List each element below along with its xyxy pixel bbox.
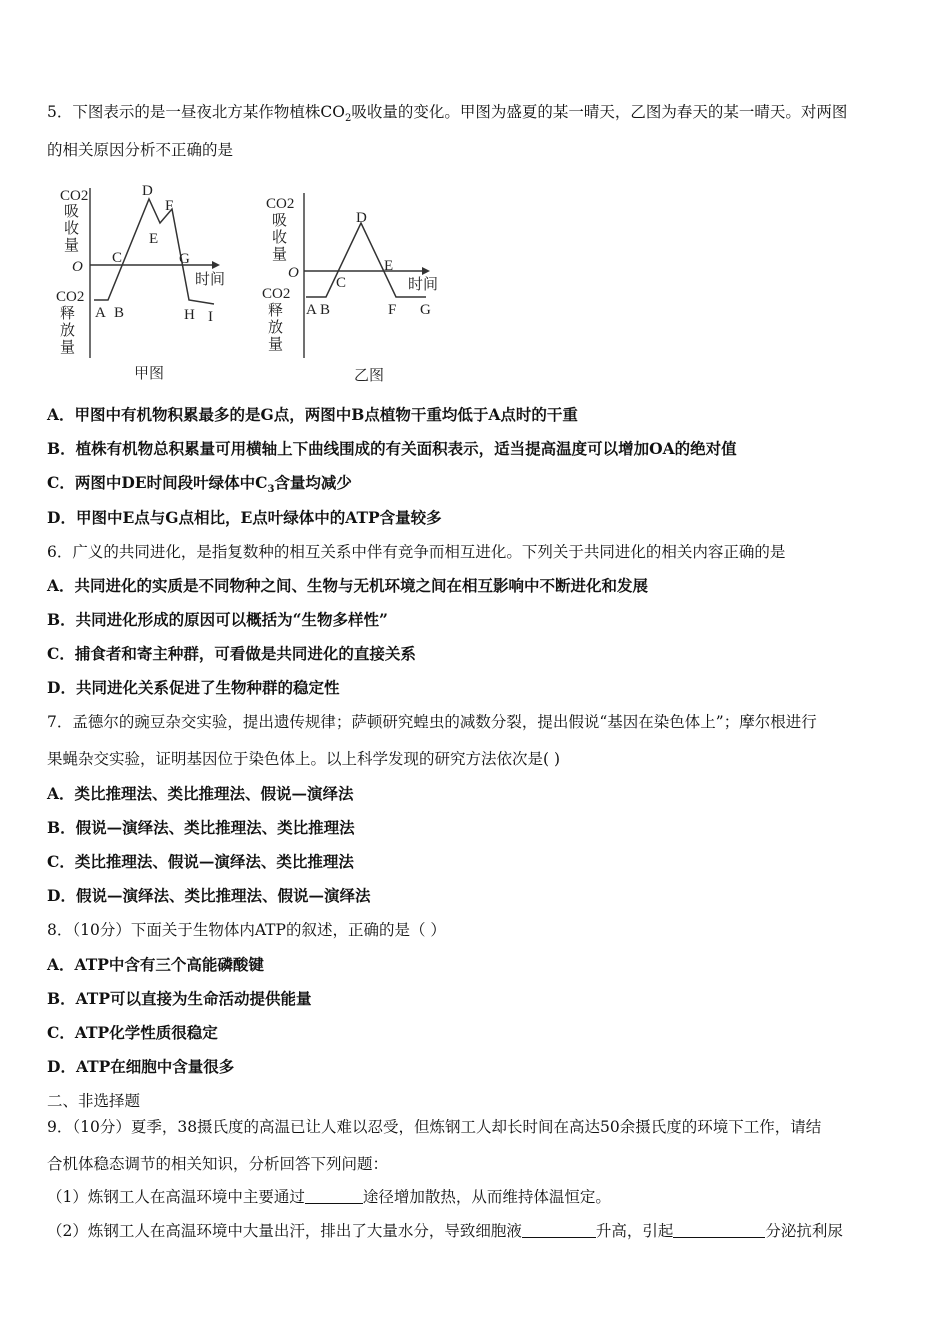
- q5-option-c: [47, 472, 910, 501]
- q6-option-b: B．共同进化形成的原因可以概括为“生物多样性”: [47, 610, 388, 629]
- jia-point-I: I: [208, 309, 213, 325]
- q9-sub1-blank[interactable]: [305, 1187, 363, 1204]
- q7-option-d: D．假说—演绎法、类比推理法、假说—演绎法: [47, 886, 371, 905]
- yi-ylabel-bottom-1: 释: [268, 303, 284, 319]
- q7-stem-line2: 果蝇杂交实验，证明基因位于染色体上。以上科学发现的研究方法依次是( ): [47, 750, 561, 768]
- yi-x-arrow: [422, 267, 430, 275]
- q9-sub2-blank-2[interactable]: [673, 1221, 765, 1238]
- yi-point-C: C: [336, 275, 347, 291]
- yi-ylabel-top-2: 收: [272, 230, 288, 246]
- jia-ylabel-top-1: 吸: [64, 204, 80, 220]
- yi-point-B: B: [320, 302, 331, 318]
- yi-point-F: F: [388, 302, 397, 318]
- q8-stem: 8．（10分）下面关于生物体内ATP的叙述，正确的是（ ）: [47, 921, 446, 939]
- q9-sub1-part-a: （1）炼钢工人在高温环境中主要通过: [47, 1188, 305, 1206]
- q5-option-d: D．甲图中E点与G点相比，E点叶绿体中的ATP含量较多: [47, 508, 442, 527]
- yi-ylabel-bottom-2: 放: [268, 320, 284, 336]
- yi-ylabel-bottom-3: 量: [268, 337, 284, 353]
- q9-stem-line1: 9．（10分）夏季，38摄氏度的高温已让人难以忍受，但炼钢工人却长时间在高达50余摄氏度的环境下工作，请结: [47, 1118, 822, 1136]
- q6-stem: 6．广义的共同进化，是指复数种的相互关系中伴有竞争而相互进化。下列关于共同进化的相关内容正确的是: [47, 543, 786, 561]
- jia-ylabel-bottom-0: CO2: [56, 289, 85, 305]
- yi-point-E: E: [384, 258, 394, 274]
- q5-option-c-part-a: C．两图中DE时间段叶绿体中C: [47, 473, 268, 492]
- yi-point-A: A: [306, 302, 317, 318]
- q9-sub2-blank-1[interactable]: [522, 1221, 596, 1238]
- jia-point-E: E: [149, 231, 159, 247]
- q7-option-b: B．假说—演绎法、类比推理法、类比推理法: [47, 818, 355, 837]
- jia-ylabel-bottom-1: 释: [60, 306, 76, 322]
- yi-xlabel: 时间: [408, 277, 439, 293]
- yi-caption: 乙图: [354, 368, 385, 384]
- q5-stem-subscript: 2: [344, 113, 352, 125]
- jia-ylabel-top-3: 量: [64, 238, 80, 254]
- figure-yi: [258, 178, 453, 388]
- q8-option-a: A．ATP中含有三个高能磷酸键: [47, 955, 264, 974]
- figure-jia: [52, 178, 237, 388]
- q8-option-c: C．ATP化学性质很稳定: [47, 1023, 218, 1042]
- q9-sub2-part-b: 升高，引起: [595, 1222, 674, 1240]
- yi-ylabel-top-1: 吸: [272, 213, 288, 229]
- q7-stem-line1: 7．孟德尔的豌豆杂交实验，提出遗传规律；萨顿研究蝗虫的减数分裂，提出假说“基因在染色体上”；摩尔根进行: [47, 713, 817, 731]
- q5-option-b: B．植株有机物总积累量可用横轴上下曲线围成的有关面积表示，适当提高温度可以增加OA的绝对值: [47, 439, 737, 458]
- q8-option-b: B．ATP可以直接为生命活动提供能量: [47, 989, 312, 1008]
- jia-point-F: F: [165, 198, 174, 214]
- q6-option-a: A．共同进化的实质是不同物种之间、生物与无机环境之间在相互影响中不断进化和发展: [47, 576, 649, 595]
- section-heading-nonchoice: 二、非选择题: [47, 1092, 141, 1110]
- q9-sub1: [47, 1186, 910, 1208]
- yi-origin-label: O: [288, 265, 299, 281]
- jia-point-A: A: [95, 305, 106, 321]
- jia-caption: 甲图: [134, 366, 165, 382]
- q9-sub2-part-a: （2）炼钢工人在高温环境中大量出汗，排出了大量水分，导致细胞液: [47, 1222, 522, 1240]
- q5-option-c-subscript: 3: [267, 484, 275, 496]
- jia-ylabel-top-2: 收: [64, 221, 80, 237]
- q5-stem-line1: [47, 101, 910, 130]
- jia-origin-label: O: [72, 259, 83, 275]
- q7-option-a: A．类比推理法、类比推理法、假说—演绎法: [47, 784, 354, 803]
- jia-ylabel-bottom-3: 量: [60, 340, 76, 356]
- q9-stem-line2: 合机体稳态调节的相关知识，分析回答下列问题：: [47, 1155, 389, 1173]
- q9-sub1-part-b: 途径增加散热，从而维持体温恒定。: [362, 1188, 611, 1206]
- q6-option-c: C．捕食者和寄主种群，可看做是共同进化的直接关系: [47, 644, 416, 663]
- yi-point-D: D: [356, 210, 367, 226]
- jia-point-C: C: [112, 250, 123, 266]
- jia-ylabel-bottom-2: 放: [60, 323, 76, 339]
- yi-ylabel-top-0: CO2: [266, 196, 295, 212]
- q5-option-c-part-b: 含量均减少: [274, 473, 352, 492]
- q8-option-d: D．ATP在细胞中含量很多: [47, 1057, 235, 1076]
- yi-point-G: G: [420, 302, 431, 318]
- jia-ylabel-top-0: CO2: [60, 188, 89, 204]
- yi-ylabel-top-3: 量: [272, 247, 288, 263]
- q5-stem-part-a: 5．下图表示的是一昼夜北方某作物植株CO: [47, 103, 345, 121]
- q9-sub2: [47, 1220, 910, 1242]
- q7-option-c: C．类比推理法、假说—演绎法、类比推理法: [47, 852, 354, 871]
- q5-stem-part-b: 吸收量的变化。甲图为盛夏的某一晴天，乙图为春天的某一晴天。对两图: [351, 103, 848, 121]
- q9-sub2-part-c: 分泌抗利尿: [765, 1222, 843, 1240]
- jia-point-G: G: [179, 251, 190, 267]
- jia-point-B: B: [114, 305, 125, 321]
- jia-xlabel: 时间: [195, 272, 226, 288]
- yi-ylabel-bottom-0: CO2: [262, 286, 291, 302]
- q5-stem-line2: 的相关原因分析不正确的是: [47, 141, 234, 159]
- q5-option-a: A．甲图中有机物积累最多的是G点，两图中B点植物干重均低于A点时的干重: [47, 405, 578, 424]
- jia-point-H: H: [184, 307, 195, 323]
- jia-x-arrow: [212, 261, 220, 269]
- q6-option-d: D．共同进化关系促进了生物种群的稳定性: [47, 678, 340, 697]
- jia-point-D: D: [142, 183, 153, 199]
